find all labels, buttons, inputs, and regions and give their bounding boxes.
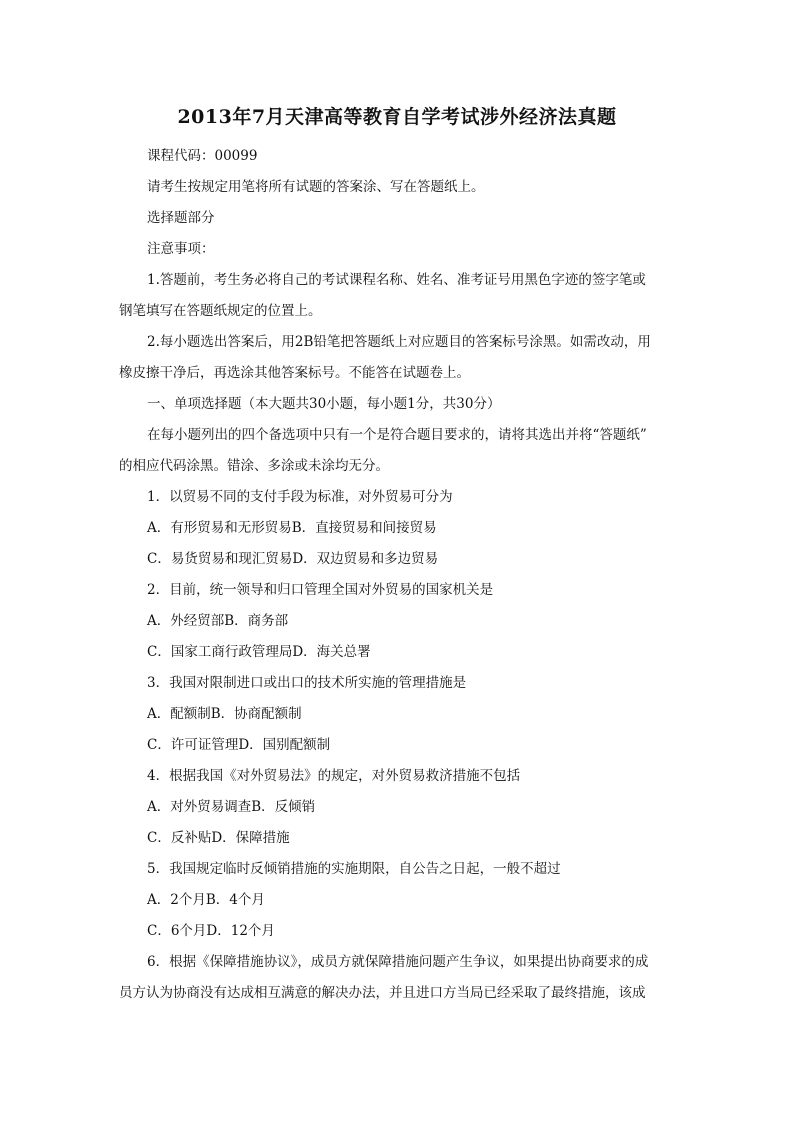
paragraph — [119, 420, 675, 482]
paragraph-line: 2.每小题选出答案后，用2B铅笔把答题纸上对应题目的答案标号涂黑。如需改动，用 — [147, 334, 651, 350]
paragraph — [119, 234, 675, 265]
question — [119, 575, 675, 606]
paragraph — [119, 265, 675, 327]
question-options: A．外经贸部B．商务部 — [147, 613, 289, 629]
paragraph-line: 请考生按规定用笔将所有试题的答案涂、写在答题纸上。 — [147, 179, 485, 195]
question-stem: 5．我国规定临时反倾销措施的实施期限，自公告之日起，一般不超过 — [147, 861, 561, 877]
question-options: C．易货贸易和现汇贸易D．双边贸易和多边贸易 — [147, 551, 439, 567]
document-body — [119, 141, 675, 1009]
paragraph-line: 钢笔填写在答题纸规定的位置上。 — [119, 303, 322, 319]
question-stem: 1．以贸易不同的支付手段为标准，对外贸易可分为 — [147, 489, 453, 505]
question-options: A．2个月B．4个月 — [147, 892, 265, 908]
section-heading: 一、单项选择题（本大题共30小题，每小题1分，共30分） — [147, 396, 501, 412]
options — [119, 916, 675, 947]
paragraph — [119, 203, 675, 234]
question — [119, 947, 675, 1009]
document-title: 2013年7月天津高等教育自学考试涉外经济法真题 — [177, 106, 617, 128]
options — [119, 823, 675, 854]
question-options: A．有形贸易和无形贸易B．直接贸易和间接贸易 — [147, 520, 437, 536]
question-options: A．配额制B．协商配额制 — [147, 706, 302, 722]
question-options: C．6个月D．12个月 — [147, 923, 275, 939]
options — [119, 606, 675, 637]
paragraph-line: 在每小题列出的四个备选项中只有一个是符合题目要求的，请将其选出并将“答题纸” — [147, 427, 647, 443]
paragraph — [119, 141, 675, 172]
paragraph — [119, 389, 675, 420]
options — [119, 699, 675, 730]
question-stem: 6．根据《保障措施协议》，成员方就保障措施问题产生争议，如果提出协商要求的成 — [147, 954, 649, 970]
paragraph — [119, 327, 675, 389]
options — [119, 885, 675, 916]
question-options: C．国家工商行政管理局D．海关总署 — [147, 644, 371, 660]
question-stem: 3．我国对限制进口或出口的技术所实施的管理措施是 — [147, 675, 467, 691]
question — [119, 668, 675, 699]
question-stem: 2．目前，统一领导和归口管理全国对外贸易的国家机关是 — [147, 582, 494, 598]
options — [119, 792, 675, 823]
question-options: A．对外贸易调查B．反倾销 — [147, 799, 316, 815]
paragraph-line: 1.答题前，考生务必将自己的考试课程名称、姓名、准考证号用黑色字迹的签字笔或 — [147, 272, 646, 288]
paragraph-line: 橡皮擦干净后，再选涂其他答案标号。不能答在试题卷上。 — [119, 365, 470, 381]
question-options: C．反补贴D．保障措施 — [147, 830, 290, 846]
paragraph-line: 选择题部分 — [147, 210, 215, 226]
options — [119, 730, 675, 761]
options — [119, 513, 675, 544]
question-stem: 4．根据我国《对外贸易法》的规定，对外贸易救济措施不包括 — [147, 768, 521, 784]
options — [119, 544, 675, 575]
paragraph-line: 注意事项： — [147, 241, 215, 257]
question-stem-continued: 员方认为协商没有达成相互满意的解决办法，并且进口方当局已经采取了最终措施，该成 — [119, 985, 646, 1001]
paragraph-line: 课程代码：00099 — [147, 148, 258, 164]
question — [119, 482, 675, 513]
options — [119, 637, 675, 668]
question — [119, 761, 675, 792]
paragraph-line: 的相应代码涂黑。错涂、多涂或未涂均无分。 — [119, 458, 389, 474]
paragraph — [119, 172, 675, 203]
question — [119, 854, 675, 885]
question-options: C．许可证管理D．国别配额制 — [147, 737, 331, 753]
